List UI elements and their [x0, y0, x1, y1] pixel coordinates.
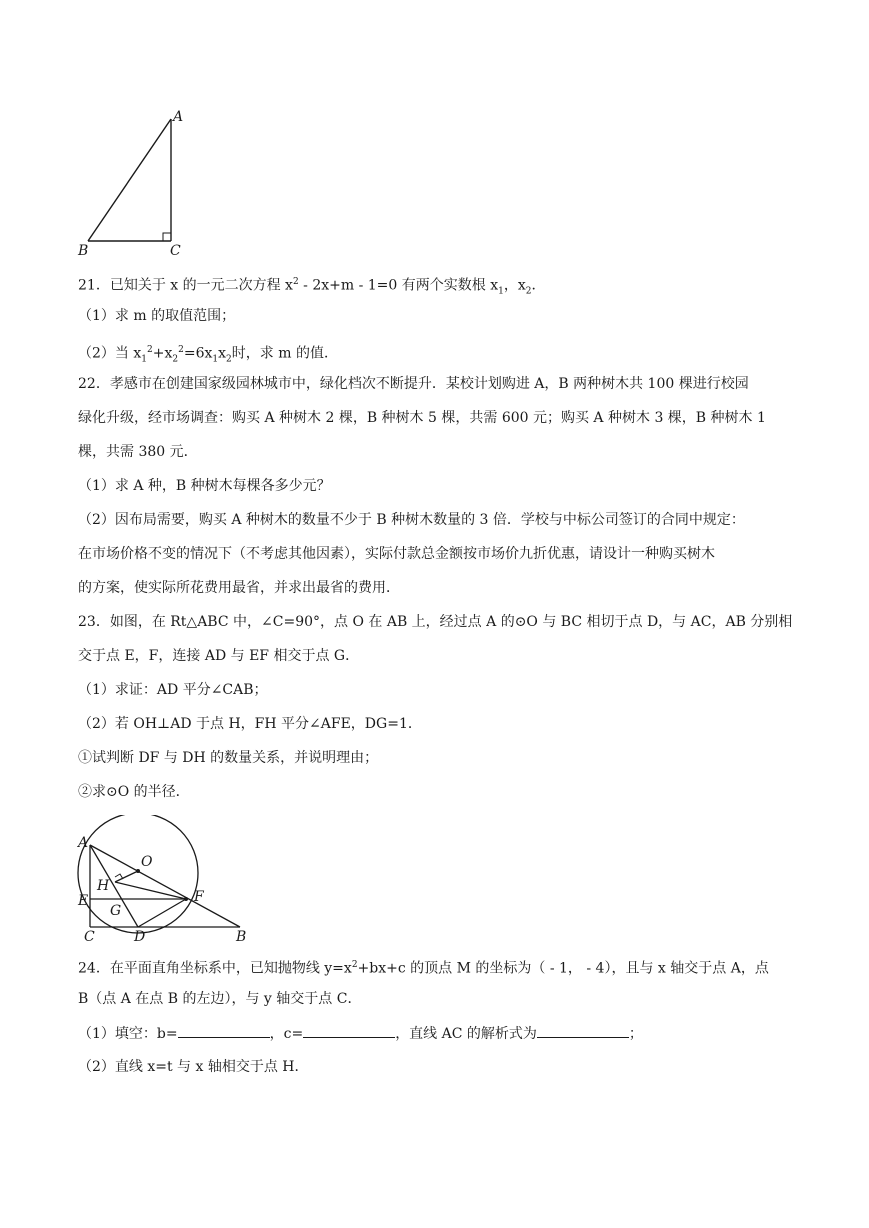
q23-part1: （1）求证：AD 平分∠CAB； — [78, 682, 268, 698]
q21-stem-text-4: ． — [531, 277, 546, 294]
q24-part1-text-1: （1）填空：b= — [78, 1026, 178, 1042]
exponent: 2 — [351, 960, 358, 970]
answer-blank-b[interactable] — [178, 1023, 270, 1038]
q24-part1-text-2: ，c= — [269, 1026, 304, 1042]
label-c: C — [84, 929, 95, 945]
q22-part2-line2: 在市场价格不变的情况下（不考虑其他因素），实际付款总金额按市场价九折优惠，请设计一种购买树木 — [78, 546, 715, 562]
exponent: 2 — [147, 345, 153, 355]
label-o: O — [141, 854, 153, 870]
segment-fh — [115, 882, 186, 899]
label-a: A — [78, 835, 89, 851]
label-g: G — [110, 903, 122, 919]
subscript: 2 — [525, 286, 532, 297]
q24-part1-text-4: ； — [628, 1026, 643, 1042]
q21-part2-text-5: 时，求 m 的值． — [231, 345, 338, 362]
subscript: 1 — [212, 354, 219, 365]
exponent: 2 — [178, 345, 184, 355]
label-c: C — [170, 243, 181, 259]
q21-part2 — [78, 340, 338, 369]
label-d: D — [134, 929, 146, 945]
point-o — [136, 869, 140, 873]
right-angle-mark — [163, 233, 171, 241]
segment-ab — [88, 119, 171, 241]
subscript: 1 — [141, 354, 147, 365]
label-f: F — [194, 889, 204, 905]
q21-stem — [78, 272, 546, 301]
q22-part2-line3: 的方案，使实际所花费用最省，并求出最省的费用． — [78, 580, 400, 596]
q22-stem-line2: 绿化升级，经市场调查：购买 A 种树木 2 棵，B 种树木 5 棵，共需 600 元；购买 A 种树木 3 棵，B 种树木 1 — [78, 410, 766, 426]
q24-stem-line2: B（点 A 在点 B 的左边），与 y 轴交于点 C． — [78, 991, 362, 1007]
triangle-figure — [70, 105, 190, 260]
q24-part1 — [78, 1023, 643, 1044]
subscript: 2 — [172, 354, 179, 365]
subscript: 1 — [498, 286, 504, 297]
q23-subpart1: ①试判断 DF 与 DH 的数量关系，并说明理由； — [78, 750, 379, 766]
segment-oh — [115, 871, 138, 882]
answer-blank-line-ac[interactable] — [537, 1023, 629, 1038]
q24-part1-text-3: ，直线 AC 的解析式为 — [395, 1026, 537, 1042]
q23-stem-line2: 交于点 E，F，连接 AD 与 EF 相交于点 G． — [78, 648, 360, 664]
q21-stem-text-2: - 2x+m - 1=0 有两个实数根 x — [298, 277, 499, 294]
circle-geometry-figure — [70, 815, 260, 950]
label-h: H — [97, 878, 110, 894]
q21-part2-text-3: =6x — [183, 345, 213, 362]
label-a: A — [173, 109, 184, 125]
label-e: E — [78, 893, 89, 909]
point-f — [184, 897, 188, 901]
q22-stem-line1: 22．孝感市在创建国家级园林城市中，绿化档次不断提升．某校计划购进 A，B 两种树木共 100 棵进行校园 — [78, 376, 749, 392]
subscript: 2 — [226, 354, 232, 365]
q21-part1: （1）求 m 的取值范围； — [78, 308, 236, 324]
q23-subpart2: ②求⊙O 的半径． — [78, 784, 190, 800]
q23-stem-line1: 23．如图，在 Rt△ABC 中，∠C=90°，点 O 在 AB 上，经过点 A 的⊙O 与 BC 相切于点 D，与 AC，AB 分别相 — [78, 614, 793, 630]
q24-part2: （2）直线 x=t 与 x 轴相交于点 H． — [78, 1059, 309, 1075]
q21-part2-text-1: （2）当 x — [78, 345, 142, 362]
exponent: 2 — [292, 277, 299, 287]
q24-stem-text-1: 24．在平面直角坐标系中，已知抛物线 y=x — [78, 960, 352, 977]
q22-stem-line3: 棵，共需 380 元． — [78, 444, 198, 460]
label-b: B — [236, 929, 247, 945]
q22-part2-line1: （2）因布局需要，购买 A 种树木的数量不少于 B 种树木数量的 3 倍．学校与中标公司签订的合同中规定： — [78, 512, 745, 528]
answer-blank-c[interactable] — [303, 1023, 395, 1038]
q24-stem-text-2: +bx+c 的顶点 M 的坐标为（ - 1， - 4），且与 x 轴交于点 A，点 — [357, 960, 769, 977]
label-b: B — [78, 243, 89, 259]
q22-part1: （1）求 A 种，B 种树木每棵各多少元？ — [78, 478, 331, 494]
q21-part2-text-2: +x — [152, 345, 173, 362]
q24-stem-line1 — [78, 955, 769, 979]
q21-part2-text-4: x — [218, 345, 227, 362]
circle-o — [78, 815, 198, 933]
q21-stem-text-3: ，x — [503, 277, 526, 294]
segment-df — [138, 899, 186, 927]
q21-stem-text-1: 21．已知关于 x 的一元二次方程 x — [78, 277, 293, 294]
q23-part2: （2）若 OH⊥AD 于点 H，FH 平分∠AFE，DG=1． — [78, 716, 422, 732]
